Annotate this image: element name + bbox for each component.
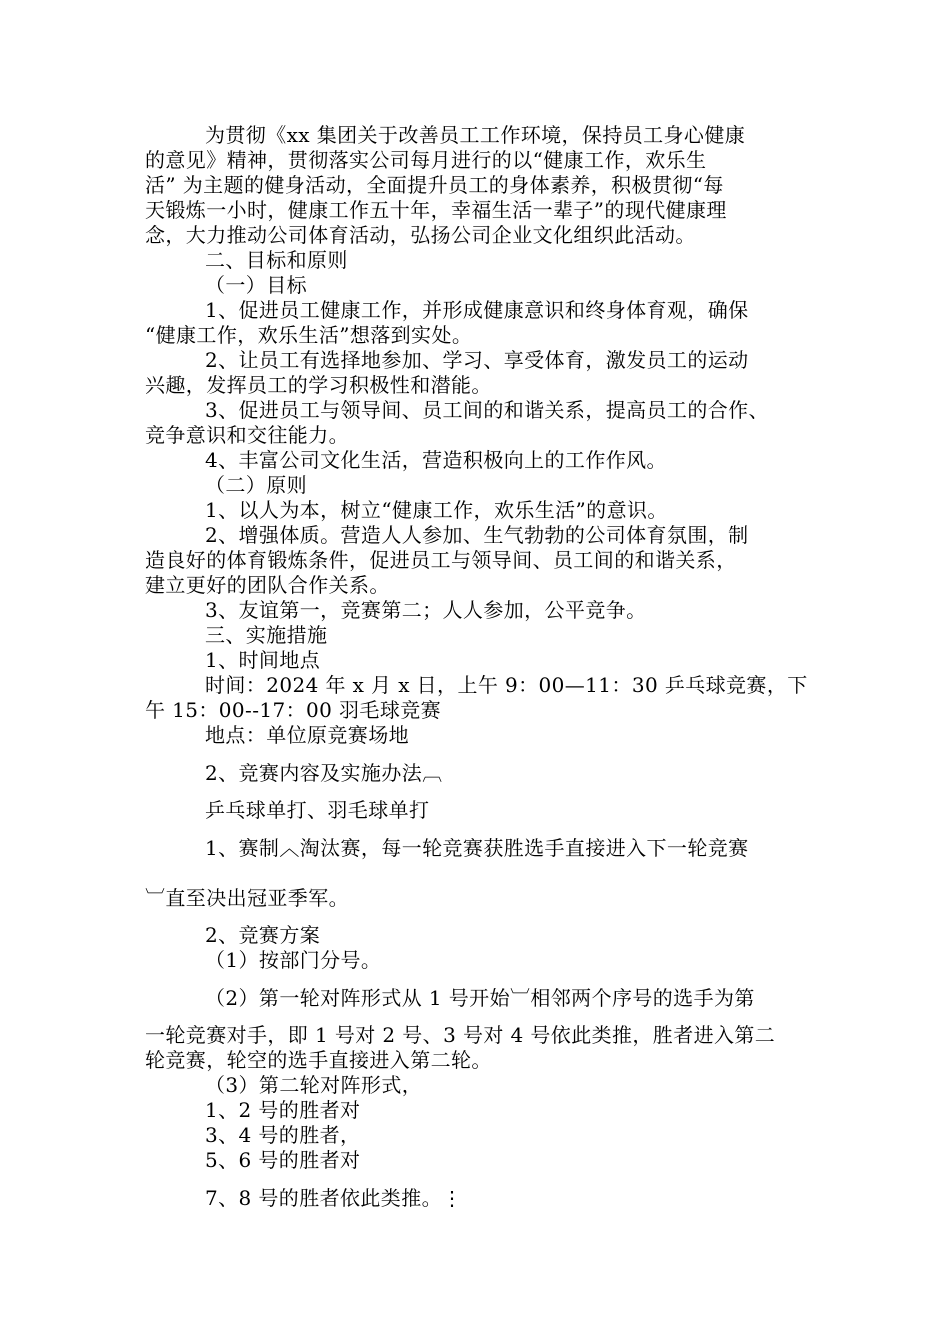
list-item-continuation: 轮竞赛，轮空的选手直接进入第二轮。 (145, 1048, 492, 1072)
list-item-continuation: “健康工作，欢乐生活”想落到实处。 (145, 323, 473, 347)
list-item: （1）按部门分号。 (205, 948, 382, 972)
pairing-line: 1、2 号的胜者对 (205, 1098, 361, 1122)
list-item: 4、丰富公司文化生活，营造积极向上的工作作风。 (205, 448, 667, 472)
list-item-continuation: 兴趣，发挥员工的学习积极性和潜能。 (145, 373, 492, 397)
list-item-continuation: 建立更好的团队合作关系。 (145, 573, 390, 597)
events-line: 乒乓球单打、羽毛球单打 (205, 798, 430, 822)
paragraph-line: 天锻炼一小时，健康工作五十年，幸福生活一辈子”的现代健康理 (145, 198, 727, 222)
section-heading: 二、目标和原则 (205, 248, 348, 272)
paragraph-line: 为贯彻《xx 集团关于改善员工工作环境，保持员工身心健康 (205, 123, 746, 147)
rule-line: 1、赛制︿淘汰赛，每一轮竞赛获胜选手直接进入下一轮竞赛 (205, 836, 749, 860)
list-item: 3、促进员工与领导间、员工间的和谐关系，提高员工的合作、 (205, 398, 769, 422)
list-item-continuation: 一轮竞赛对手，即 1 号对 2 号、3 号对 4 号依此类推，胜者进入第二 (145, 1023, 776, 1047)
subsection-heading: 2、竞赛内容及实施办法︹ (205, 761, 443, 785)
list-item-continuation: 竞争意识和交往能力。 (145, 423, 349, 447)
subsection-heading: 1、时间地点 (205, 648, 321, 672)
section-heading: 三、实施措施 (205, 623, 328, 647)
paragraph-line: 的意见》精神，贯彻落实公司每月进行的以“健康工作，欢乐生 (145, 148, 707, 172)
rule-line-continuation: ︺直至决出冠亚季军。 (145, 886, 349, 910)
subsection-heading: （一）目标 (205, 273, 307, 297)
paragraph-line: 活” 为主题的健身活动，全面提升员工的身体素养，积极贯彻“每 (145, 173, 724, 197)
list-item: 3、友谊第一，竞赛第二；人人参加，公平竞争。 (205, 598, 647, 622)
subsection-heading: 2、竞赛方案 (205, 923, 321, 947)
list-item: 2、让员工有选择地参加、学习、享受体育，激发员工的运动 (205, 348, 749, 372)
list-item: 1、以人为本，树立“健康工作，欢乐生活”的意识。 (205, 498, 668, 522)
pairing-line: 7、8 号的胜者依此类推。⋮ (205, 1186, 463, 1210)
subsection-heading: （二）原则 (205, 473, 307, 497)
list-item: 1、促进员工健康工作，并形成健康意识和终身体育观，确保 (205, 298, 749, 322)
pairing-line: 5、6 号的胜者对 (205, 1148, 361, 1172)
schedule-line: 时间：2024 年 x 月 x 日，上午 9：00—11：30 乒乓球竞赛，下 (205, 673, 808, 697)
list-item: （3）第二轮对阵形式， (205, 1073, 423, 1097)
list-item: （2）第一轮对阵形式从 1 号开始︺相邻两个序号的选手为第 (205, 986, 755, 1010)
list-item-continuation: 造良好的体育锻炼条件，促进员工与领导间、员工间的和谐关系， (145, 548, 737, 572)
paragraph-line: 念，大力推动公司体育活动，弘扬公司企业文化组织此活动。 (145, 223, 696, 247)
location-line: 地点：单位原竞赛场地 (205, 723, 409, 747)
schedule-line-continuation: 午 15：00--17：00 羽毛球竞赛 (145, 698, 442, 722)
list-item: 2、增强体质。营造人人参加、生气勃勃的公司体育氛围，制 (205, 523, 749, 547)
pairing-line: 3、4 号的胜者， (205, 1123, 361, 1147)
